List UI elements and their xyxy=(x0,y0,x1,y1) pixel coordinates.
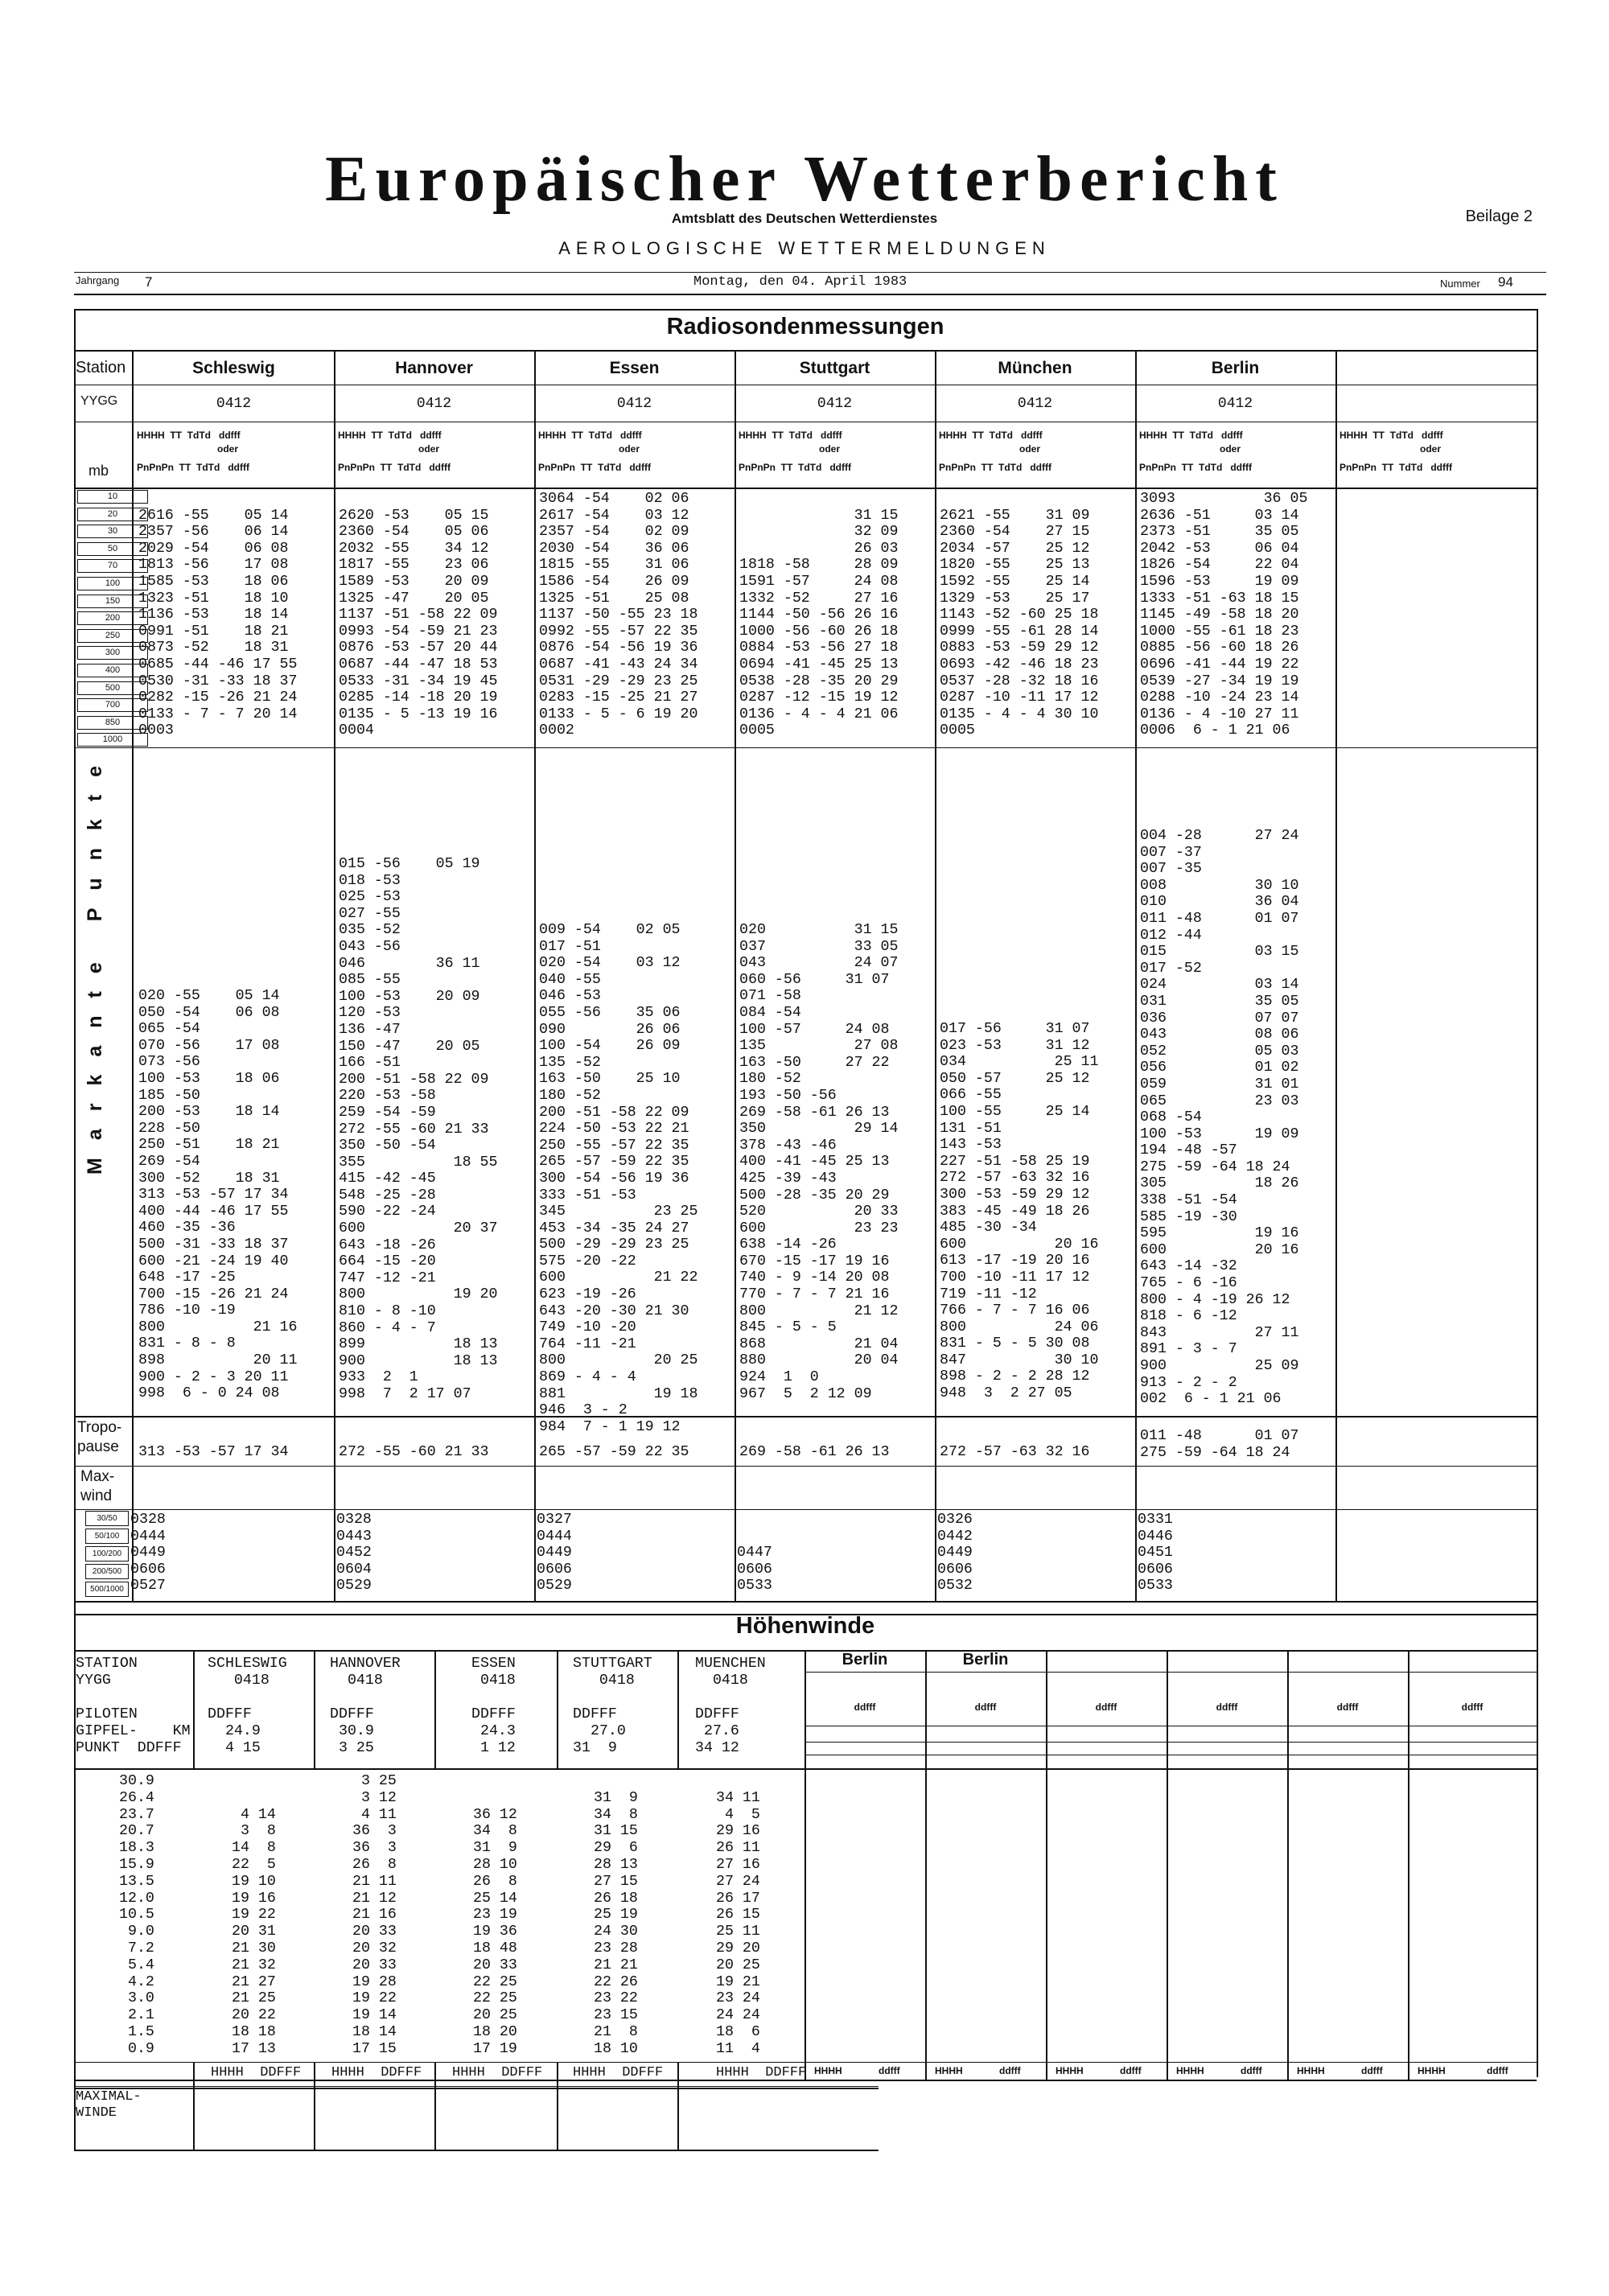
tropo-berlin: 011 -48 01 07 275 -59 -64 18 24 xyxy=(1140,1428,1299,1461)
radio-title: Radiosondenmessungen xyxy=(666,314,944,339)
markante-muenchen: 017 -56 31 07 023 -53 31 12 034 25 11 050 -57 25 12 066 -55 100 -55 25 14 131 -51 143 -53 227 -51 -58 25 19 272 -57 -63 32 16 300 -53 -59 29 12 383 -45 -49 18 26 485 -30 -34 600 20 16 613 -17 -19 20 16 700 -10 -11 17 12 719 -11 -12 766 - 7 - 7 16 06 800 24 06 831 - 5 - 5 30 08 847 30 10 898 - 2 - 2 28 12 948 3 2 27 05 xyxy=(940,1021,1099,1402)
shear-muenchen: 0326 0442 0449 0606 0532 xyxy=(937,1512,973,1594)
maxwind-header: HHHH DDFFF xyxy=(452,2065,543,2080)
ddfff-label: ddfff xyxy=(1216,1701,1238,1713)
section-subtitle: AEROLOGISCHE WETTERMELDUNGEN xyxy=(558,238,1051,258)
header-rule-2 xyxy=(74,294,1546,295)
header-rule xyxy=(74,272,1546,273)
maxwind-hhhh: HHHH xyxy=(935,2065,963,2076)
tropopause-label: Tropo- pause xyxy=(77,1419,122,1455)
mb-level: 70 xyxy=(77,559,148,573)
tropo-essen: 265 -57 -59 22 35 xyxy=(539,1444,689,1460)
shear-berlin: 0331 0446 0451 0606 0533 xyxy=(1138,1512,1173,1594)
issue-date: Montag, den 04. April 1983 xyxy=(693,274,907,290)
ddfff-label: ddfff xyxy=(1095,1701,1117,1713)
std-levels-essen: 3064 -54 02 06 2617 -54 03 12 2357 -54 02 09 2030 -54 36 06 1815 -55 31 06 1586 -54 26 09 1325 -51 25 08 1137 -50 -55 23 18 0992 -55 -57 22 35 0876 -54 -56 19 36 0687 -41 -43 24 34 0531 -29 -29 23 25 0283 -15 -25 21 27 0133 - 5 - 6 19 20 0002 xyxy=(539,491,698,739)
col-oder: oder xyxy=(1019,443,1041,455)
yygg-value: 0412 xyxy=(817,396,853,412)
mb-label: mb xyxy=(88,463,109,479)
jahrgang-value: 7 xyxy=(145,274,153,290)
hoehen-station-stuttgart: STUTTGART 0418 DDFFF 27.0 31 9 xyxy=(573,1656,652,1756)
maxwind-ddfff: ddfff xyxy=(1120,2065,1142,2076)
maxwind-label: Max- wind xyxy=(80,1468,115,1504)
col-oder: oder xyxy=(217,443,239,455)
maxwind-header: HHHH DDFFF xyxy=(211,2065,302,2080)
markante-essen: 009 -54 02 05 017 -51 020 -54 03 12 040 -55 046 -53 055 -56 35 06 090 26 06 100 -54 26 09 135 -52 163 -50 25 10 180 -52 200 -51 -58 22 09 224 -50 -53 22 21 250 -55 -57 22 35 265 -57 -59 22 35 300 -54 -56 19 36 333 -51 -53 345 23 25 453 -34 -35 24 27 500 -29 -29 23 25 575 -20 -22 600 21 22 623 -19 -26 643 -20 -30 21 30 749 -10 -20 764 -11 -21 800 20 25 869 - 4 - 4 881 19 18 946 3 - 2 984 7 - 1 19 12 xyxy=(539,922,698,1435)
maxwind-header: HHHH DDFFF xyxy=(573,2065,664,2080)
mb-level: 10 xyxy=(77,490,148,504)
shear-stuttgart: 0447 0606 0533 xyxy=(737,1545,772,1594)
col-header: PnPnPn TT TdTd ddfff xyxy=(538,462,651,473)
col-oder: oder xyxy=(619,443,640,455)
col-oder: oder xyxy=(418,443,440,455)
nummer-label: Nummer xyxy=(1440,278,1480,290)
col-header: HHHH TT TdTd ddfff xyxy=(137,430,241,441)
beilage-label: Beilage 2 xyxy=(1465,208,1533,225)
hoehen-col-stuttgart: 31 9 34 8 31 15 29 6 28 13 27 15 26 18 25 19 24 30 23 28 21 21 22 26 23 22 23 15 21 8 18 10 xyxy=(594,1789,638,2057)
yygg-value: 0412 xyxy=(616,396,652,412)
station-name: Schleswig xyxy=(192,359,275,377)
tropo-muenchen: 272 -57 -63 32 16 xyxy=(940,1444,1090,1460)
col-header: HHHH TT TdTd ddfff xyxy=(338,430,442,441)
std-levels-muenchen: 2621 -55 31 09 2360 -54 27 15 2034 -57 25 12 1820 -55 25 13 1592 -55 25 14 1329 -53 25 17 1143 -52 -60 25 18 0999 -55 -61 28 14 0883 -53 -59 29 12 0693 -42 -46 18 23 0537 -28 -32 18 16 0287 -10 -11 17 12 0135 - 4 - 4 30 10 0005 xyxy=(940,507,1099,739)
markante-hannover: 015 -56 05 19 018 -53 025 -53 027 -55 035 -52 043 -56 046 36 11 085 -55 100 -53 20 09 120 -53 136 -47 150 -47 20 05 166 -51 200 -51 -58 22 09 220 -53 -58 259 -54 -59 272 -55 -60 21 33 350 -50 -54 355 18 55 415 -42 -45 548 -25 -28 590 -22 -24 600 20 37 643 -18 -26 664 -15 -20 747 -12 -21 800 19 20 810 - 8 -10 860 - 4 - 7 899 18 13 900 18 13 933 2 1 998 7 2 17 07 xyxy=(339,856,498,1402)
shear-label: 30/50 xyxy=(85,1511,129,1526)
maxwind-ddfff: ddfff xyxy=(879,2065,900,2076)
mb-level: 20 xyxy=(77,508,148,521)
maxwind-ddfff: ddfff xyxy=(1241,2065,1262,2076)
yygg-value: 0412 xyxy=(1217,396,1253,412)
nummer-value: 94 xyxy=(1498,274,1513,290)
col-oder: oder xyxy=(819,443,841,455)
mb-level: 500 xyxy=(77,681,148,695)
maxwind-hhhh: HHHH xyxy=(1176,2065,1204,2076)
mb-level-list xyxy=(77,490,148,751)
station-name: Stuttgart xyxy=(799,359,870,377)
col-header: HHHH TT TdTd ddfff xyxy=(1139,430,1243,441)
tropo-schleswig: 313 -53 -57 17 34 xyxy=(138,1444,289,1460)
hoehen-extra-station: Berlin xyxy=(842,1651,888,1669)
mb-level: 850 xyxy=(77,716,148,730)
std-levels-stuttgart: 31 15 32 09 26 03 1818 -58 28 09 1591 -57 24 08 1332 -52 27 16 1144 -50 -56 26 16 1000 -56 -60 26 18 0884 -53 -56 27 18 0694 -41 -45 25 13 0538 -28 -35 20 29 0287 -12 -15 19 12 0136 - 4 - 4 21 06 0005 xyxy=(739,507,899,739)
maxwind-hhhh: HHHH xyxy=(1056,2065,1084,2076)
maxwind-ddfff: ddfff xyxy=(1487,2065,1508,2076)
col-header: HHHH TT TdTd ddfff xyxy=(939,430,1043,441)
page-title: Europäischer Wetterbericht xyxy=(325,144,1284,215)
std-levels-schleswig: 2616 -55 05 14 2357 -56 06 14 2029 -54 06 08 1813 -56 17 08 1585 -53 18 06 1323 -51 18 10 1136 -53 18 14 0991 -51 18 21 0873 -52 18 31 0685 -44 -46 17 55 0530 -31 -33 18 37 0282 -15 -26 21 24 0133 - 7 - 7 20 14 0003 xyxy=(138,507,298,739)
hoehen-heights: 30.9 26.4 23.7 20.7 18.3 15.9 13.5 12.0 10.5 9.0 7.2 5.4 4.2 3.0 2.1 1.5 0.9 xyxy=(119,1773,154,2057)
yygg-value: 0412 xyxy=(216,396,252,412)
station-name: Hannover xyxy=(395,359,473,377)
mb-level: 300 xyxy=(77,646,148,660)
hoehen-col-schleswig: 4 14 3 8 14 8 22 5 19 10 19 16 19 22 20 31 21 30 21 32 21 27 21 25 20 22 18 18 17 13 xyxy=(232,1806,276,2057)
mb-level: 200 xyxy=(77,611,148,625)
maximal-winde-label: MAXIMAL- WINDE xyxy=(76,2089,142,2121)
col-header: PnPnPn TT TdTd ddfff xyxy=(939,462,1051,473)
markante-label: Markante Punkte xyxy=(84,747,106,1175)
mb-level: 400 xyxy=(77,664,148,677)
hoehen-col-muenchen: 34 11 4 5 29 16 26 11 27 16 27 24 26 17 26 15 25 11 29 20 20 25 19 21 23 24 24 24 18 6 11 4 xyxy=(716,1789,760,2057)
maxwind-header: HHHH DDFFF xyxy=(331,2065,422,2080)
hoehen-title: Höhenwinde xyxy=(735,1613,875,1639)
yygg-value: 0412 xyxy=(416,396,452,412)
shear-label: 50/100 xyxy=(85,1529,129,1544)
markante-berlin: 004 -28 27 24 007 -37 007 -35 008 30 10 010 36 04 011 -48 01 07 012 -44 015 03 15 017 -52 024 03 14 031 35 05 036 07 07 043 08 06 052 05 03 056 01 02 059 31 01 065 23 03 068 -54 100 -53 19 09 194 -48 -57 275 -59 -64 18 24 305 18 26 338 -51 -54 585 -19 -30 595 19 16 600 20 16 643 -14 -32 765 - 6 -16 800 - 4 -19 26 12 818 - 6 -12 843 27 11 891 - 3 - 7 900 25 09 913 - 2 - 2 002 6 - 1 21 06 xyxy=(1140,828,1299,1408)
ddfff-label: ddfff xyxy=(974,1701,997,1713)
shear-essen: 0327 0444 0449 0606 0529 xyxy=(537,1512,572,1594)
col-header: HHHH TT TdTd ddfff xyxy=(1339,430,1443,441)
markante-schleswig: 020 -55 05 14 050 -54 06 08 065 -54 070 -56 17 08 073 -56 100 -53 18 06 185 -50 200 -53 18 14 228 -50 250 -51 18 21 269 -54 300 -52 18 31 313 -53 -57 17 34 400 -44 -46 17 55 460 -35 -36 500 -31 -33 18 37 600 -21 -24 19 40 648 -17 -25 700 -15 -26 21 24 786 -10 -19 800 21 16 831 - 8 - 8 898 20 11 900 - 2 - 3 20 11 998 6 - 0 24 08 xyxy=(138,988,298,1402)
col-header: PnPnPn TT TdTd ddfff xyxy=(137,462,249,473)
shear-label-list xyxy=(85,1511,129,1599)
ddfff-label: ddfff xyxy=(1461,1701,1483,1713)
shear-hannover: 0328 0443 0452 0604 0529 xyxy=(336,1512,372,1594)
subtitle: Amtsblatt des Deutschen Wetterdienstes xyxy=(671,211,938,226)
mb-level: 50 xyxy=(77,542,148,556)
mb-level: 100 xyxy=(77,577,148,590)
tropo-hannover: 272 -55 -60 21 33 xyxy=(339,1444,489,1460)
maxwind-hhhh: HHHH xyxy=(814,2065,842,2076)
mb-level: 30 xyxy=(77,525,148,538)
col-header: PnPnPn TT TdTd ddfff xyxy=(1139,462,1252,473)
col-header: HHHH TT TdTd ddfff xyxy=(538,430,642,441)
hoehen-col-hannover: 3 25 3 12 4 11 36 3 36 3 26 8 21 11 21 12 21 16 20 33 20 32 20 33 19 28 19 22 19 14 18 14 17 15 xyxy=(352,1773,397,2057)
maxwind-ddfff: ddfff xyxy=(999,2065,1021,2076)
yygg-value: 0412 xyxy=(1017,396,1053,412)
col-oder: oder xyxy=(1420,443,1442,455)
mb-level: 250 xyxy=(77,629,148,643)
hoehen-col-essen: 36 12 34 8 31 9 28 10 26 8 25 14 23 19 19 36 18 48 20 33 22 25 22 25 20 25 18 20 17 19 xyxy=(473,1806,517,2057)
station-label: Station xyxy=(76,359,126,376)
station-name: München xyxy=(998,359,1072,377)
col-header: PnPnPn TT TdTd ddfff xyxy=(1339,462,1452,473)
tropo-stuttgart: 269 -58 -61 26 13 xyxy=(739,1444,890,1460)
maxwind-header: HHHH DDFFF xyxy=(716,2065,807,2080)
ddfff-label: ddfff xyxy=(1336,1701,1359,1713)
shear-schleswig: 0328 0444 0449 0606 0527 xyxy=(130,1512,166,1594)
jahrgang-label: Jahrgang xyxy=(76,274,120,286)
hoehen-left-header: STATION YYGG PILOTEN GIPFEL- KM PUNKT DDFFF xyxy=(76,1656,191,1756)
col-header: PnPnPn TT TdTd ddfff xyxy=(739,462,851,473)
hoehen-station-hannover: HANNOVER 0418 DDFFF 30.9 3 25 xyxy=(330,1656,401,1756)
maxwind-hhhh: HHHH xyxy=(1297,2065,1325,2076)
yygg-label: YYGG xyxy=(80,394,118,408)
std-levels-hannover: 2620 -53 05 15 2360 -54 05 06 2032 -55 34 12 1817 -55 23 06 1589 -53 20 09 1325 -47 20 05 1137 -51 -58 22 09 0993 -54 -59 21 23 0876 -53 -57 20 44 0687 -44 -47 18 53 0533 -31 -34 19 45 0285 -14 -18 20 19 0135 - 5 -13 19 16 0004 xyxy=(339,507,498,739)
hoehen-extra-station: Berlin xyxy=(962,1651,1009,1669)
hoehen-station-muenchen: MUENCHEN 0418 DDFFF 27.6 34 12 xyxy=(695,1656,766,1756)
mb-level: 150 xyxy=(77,595,148,608)
shear-label: 500/1000 xyxy=(85,1582,129,1597)
hoehen-station-essen: ESSEN 0418 DDFFF 24.3 1 12 xyxy=(471,1656,516,1756)
maxwind-ddfff: ddfff xyxy=(1361,2065,1383,2076)
shear-label: 100/200 xyxy=(85,1546,129,1562)
mb-level: 1000 xyxy=(77,733,148,747)
mb-level: 700 xyxy=(77,698,148,712)
station-name: Berlin xyxy=(1211,359,1260,377)
ddfff-label: ddfff xyxy=(854,1701,876,1713)
col-oder: oder xyxy=(1220,443,1241,455)
shear-label: 200/500 xyxy=(85,1564,129,1579)
col-header: PnPnPn TT TdTd ddfff xyxy=(338,462,451,473)
hoehen-station-schleswig: SCHLESWIG 0418 DDFFF 24.9 4 15 xyxy=(208,1656,287,1756)
col-header: HHHH TT TdTd ddfff xyxy=(739,430,842,441)
std-levels-berlin: 3093 36 05 2636 -51 03 14 2373 -51 35 05 2042 -53 06 04 1826 -54 22 04 1596 -53 19 09 1333 -51 -63 18 15 1145 -49 -58 18 20 1000 -55 -61 18 23 0885 -56 -60 18 26 0696 -41 -44 19 22 0539 -27 -34 19 19 0288 -10 -24 23 14 0136 - 4 -10 27 11 0006 6 - 1 21 06 xyxy=(1140,491,1308,739)
station-name: Essen xyxy=(609,359,660,377)
markante-stuttgart: 020 31 15 037 33 05 043 24 07 060 -56 31 07 071 -58 084 -54 100 -57 24 08 135 27 08 163 -50 27 22 180 -52 193 -50 -56 269 -58 -61 26 13 350 29 14 378 -43 -46 400 -41 -45 25 13 425 -39 -43 500 -28 -35 20 29 520 20 33 600 23 23 638 -14 -26 670 -15 -17 19 16 740 - 9 -14 20 08 770 - 7 - 7 21 16 800 21 12 845 - 5 - 5 868 21 04 880 20 04 924 1 0 967 5 2 12 09 xyxy=(739,922,899,1402)
maxwind-hhhh: HHHH xyxy=(1418,2065,1446,2076)
